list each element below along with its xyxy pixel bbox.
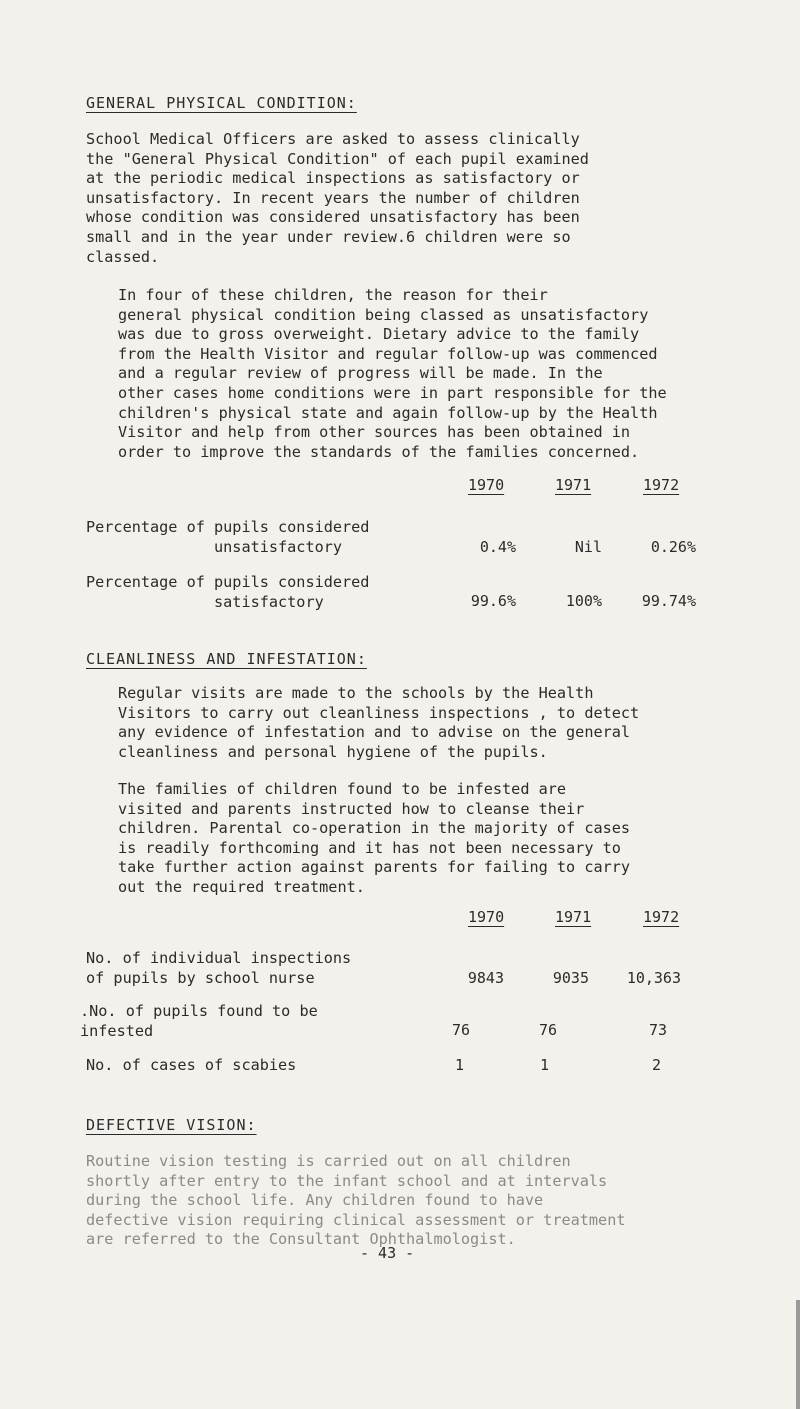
year-header-1971: 1971 [555,476,592,494]
year-header-1970: 1970 [468,476,505,494]
row-label-inspections: No. of individual inspections of pupils by school nurse [86,949,352,987]
page-number: - 43 - [360,1244,415,1262]
cell-infested-1970: 76 [451,1021,470,1039]
cell-sat-1970: 99.6% [470,592,516,610]
cell-sat-1972: 99.74% [641,592,696,610]
cell-unsat-1971: Nil [574,538,602,556]
year-header-1972-b: 1972 [643,908,680,926]
scan-edge-mark [796,1300,800,1409]
paragraph-cleanliness-2: The families of children found to be infested are visited and parents instructed how to cleanse their children. Parental co-operation in the majority of cases is readily forthcoming and it has not been necessary to take further action against parents for failing to carry out the required treatment. [118,780,631,896]
cell-infested-1972: 73 [648,1021,667,1039]
paragraph-vision: Routine vision testing is carried out on all children shortly after entry to the infant school and at intervals during the school life. Any children found to have defective vision requiring clinical assessment or treatment are referred to the Consultant Ophthalmologist. [86,1152,626,1249]
paragraph-cleanliness-1: Regular visits are made to the schools by the Health Visitors to carry out cleanliness inspections , to detect any evidence of infestation and to advise on the general cleanliness and personal hygiene of the pupils. [118,684,640,761]
section-heading-cleanliness: CLEANLINESS AND INFESTATION: [86,650,367,668]
row-label-unsatisfactory: Percentage of pupils considered unsatisfactory [86,518,370,556]
cell-scabies-1972: 2 [651,1056,661,1074]
cell-inspections-1970: 9843 [467,969,504,987]
cell-scabies-1970: 1 [454,1056,464,1074]
cell-infested-1971: 76 [538,1021,557,1039]
row-label-satisfactory: Percentage of pupils considered satisfactory [86,573,370,611]
cell-inspections-1972: 10,363 [626,969,681,987]
row-label-scabies: No. of cases of scabies [86,1056,297,1074]
row-label-infested: .No. of pupils found to be infested [80,1002,318,1040]
cell-sat-1971: 100% [565,592,602,610]
year-header-1971-b: 1971 [555,908,592,926]
cell-scabies-1971: 1 [539,1056,549,1074]
paragraph-general-1: School Medical Officers are asked to assess clinically the "General Physical Condition" of each pupil examined at the periodic medical inspections as satisfactory or unsatisfactory. In recent years the number of children whose condition was considered unsatisfactory has been small and in the year under review.6 children were so classed. [86,130,589,266]
paragraph-general-2: In four of these children, the reason for their general physical condition being classed as unsatisfactory was due to gross overweight. Dietary advice to the family from the Health Visitor and regular follow-up was commenced and a regular review of progress will be made. In the other cases home conditions were in part responsible for the children's physical state and again follow-up by the Health Visitor and help from other sources has been obtained in order to improve the standards of the families concerned. [118,286,667,461]
year-header-1970-b: 1970 [468,908,505,926]
cell-unsat-1970: 0.4% [479,538,516,556]
cell-inspections-1971: 9035 [552,969,589,987]
section-heading-vision: DEFECTIVE VISION: [86,1116,257,1134]
section-heading-general: GENERAL PHYSICAL CONDITION: [86,94,357,112]
year-header-1972: 1972 [643,476,680,494]
cell-unsat-1972: 0.26% [650,538,696,556]
